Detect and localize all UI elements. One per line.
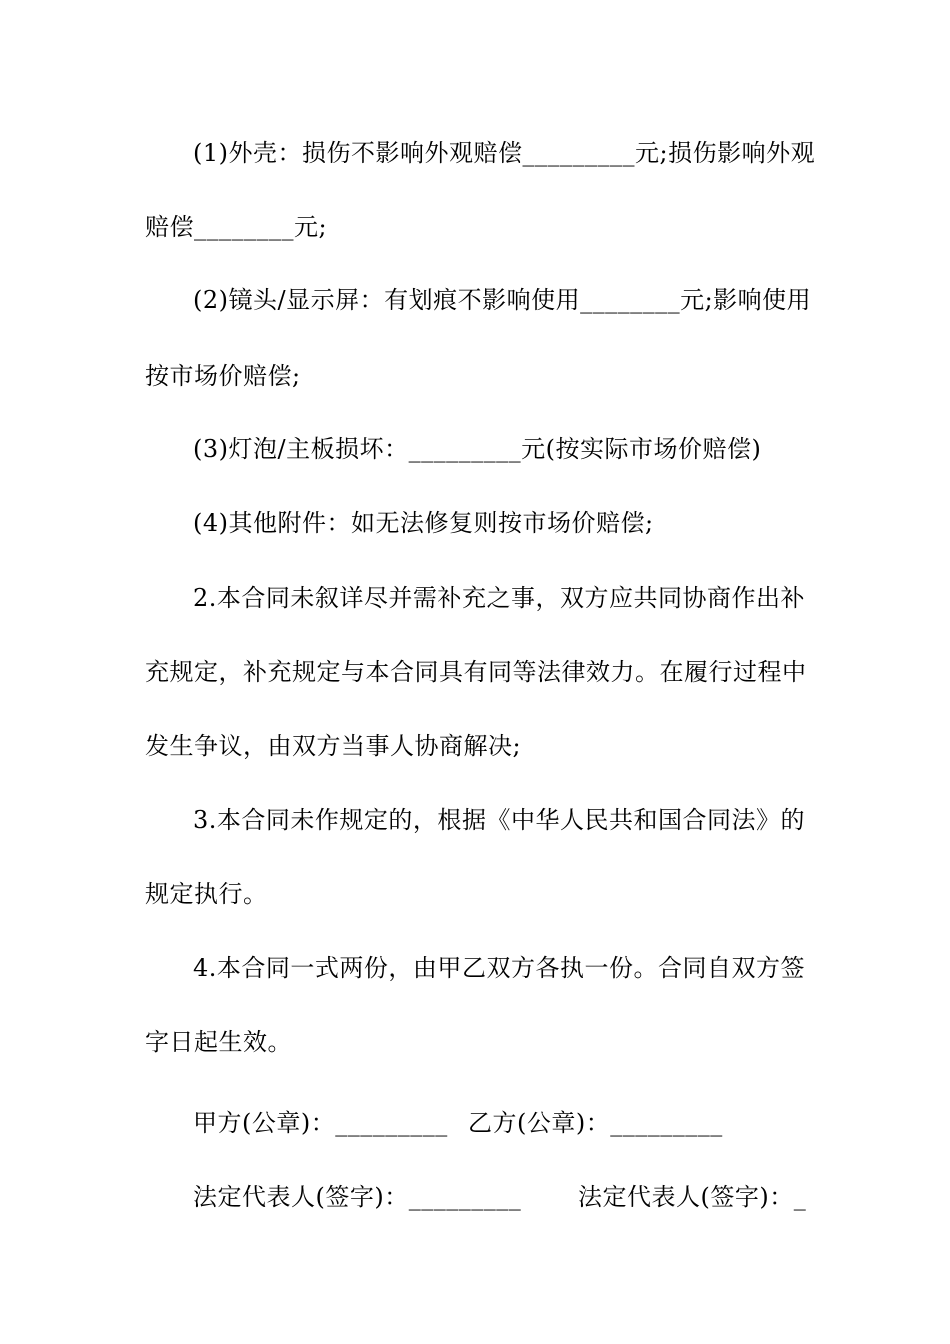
- clause-line-3: (2)镜头/显示屏：有划痕不影响使用________元;影响使用: [193, 286, 812, 314]
- clause-line-7: 2.本合同未叙详尽并需补充之事，双方应共同协商作出补: [193, 584, 805, 612]
- clause-line-9: 发生争议，由双方当事人协商解决;: [145, 732, 522, 760]
- party-b-representative-line: 法定代表人(签字)：_: [578, 1183, 807, 1211]
- clause-line-4: 按市场价赔偿;: [145, 362, 301, 390]
- clause-line-2: 赔偿________元;: [145, 213, 328, 241]
- clause-line-12: 4.本合同一式两份，由甲乙双方各执一份。合同自双方签: [193, 954, 805, 982]
- clause-line-5: (3)灯泡/主板损坏：_________元(按实际市场价赔偿): [193, 435, 762, 463]
- clause-line-13: 字日起生效。: [145, 1028, 292, 1056]
- party-a-seal-line: 甲方(公章)：_________: [193, 1109, 448, 1137]
- party-a-representative-line: 法定代表人(签字)：_________: [193, 1183, 522, 1211]
- clause-line-10: 3.本合同未作规定的，根据《中华人民共和国合同法》的: [193, 806, 805, 834]
- clause-line-11: 规定执行。: [145, 880, 268, 908]
- clause-line-1: (1)外壳：损伤不影响外观赔偿_________元;损伤影响外观: [193, 139, 816, 167]
- clause-line-6: (4)其他附件：如无法修复则按市场价赔偿;: [193, 509, 654, 537]
- clause-line-8: 充规定，补充规定与本合同具有同等法律效力。在履行过程中: [145, 658, 807, 686]
- party-b-seal-line: 乙方(公章)：_________: [468, 1109, 723, 1137]
